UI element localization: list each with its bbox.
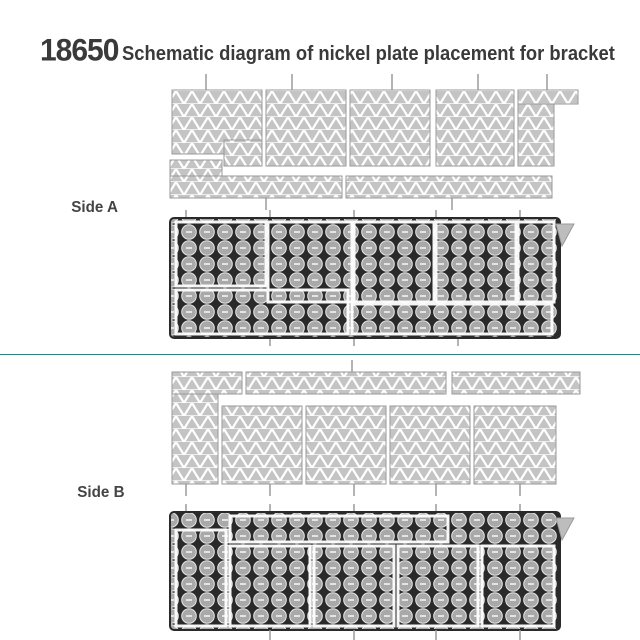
side-a-nickel-strips (170, 74, 578, 210)
side-b-bracket (170, 504, 574, 640)
side-b-strip-6 (474, 406, 556, 484)
title-battery-number: 18650 (40, 33, 119, 68)
side-a-bracket (170, 210, 574, 346)
side-a-battery-cells (170, 218, 560, 338)
side-b-long-strip-2 (452, 372, 580, 394)
side-b-strip-1 (172, 372, 242, 394)
side-b-strip-2 (172, 394, 218, 484)
side-b-strip-3 (222, 406, 302, 484)
side-a-strip-3 (350, 90, 430, 166)
side-a-strip-2 (266, 90, 346, 166)
side-a-long-strip-1 (170, 176, 342, 198)
side-b-nickel-strips (172, 360, 580, 496)
side-a-strip-5 (518, 104, 554, 166)
side-b-strip-5 (390, 406, 470, 484)
side-b-label: Side B (77, 484, 125, 501)
side-b-strip-4 (306, 406, 386, 484)
side-a-long-strip-2 (346, 176, 552, 198)
side-b-long-strip-1 (246, 372, 446, 394)
side-a-strip-4 (436, 90, 514, 166)
title-text: Schematic diagram of nickel plate placement for bracket (122, 43, 616, 65)
side-a-label: Side A (71, 199, 118, 216)
